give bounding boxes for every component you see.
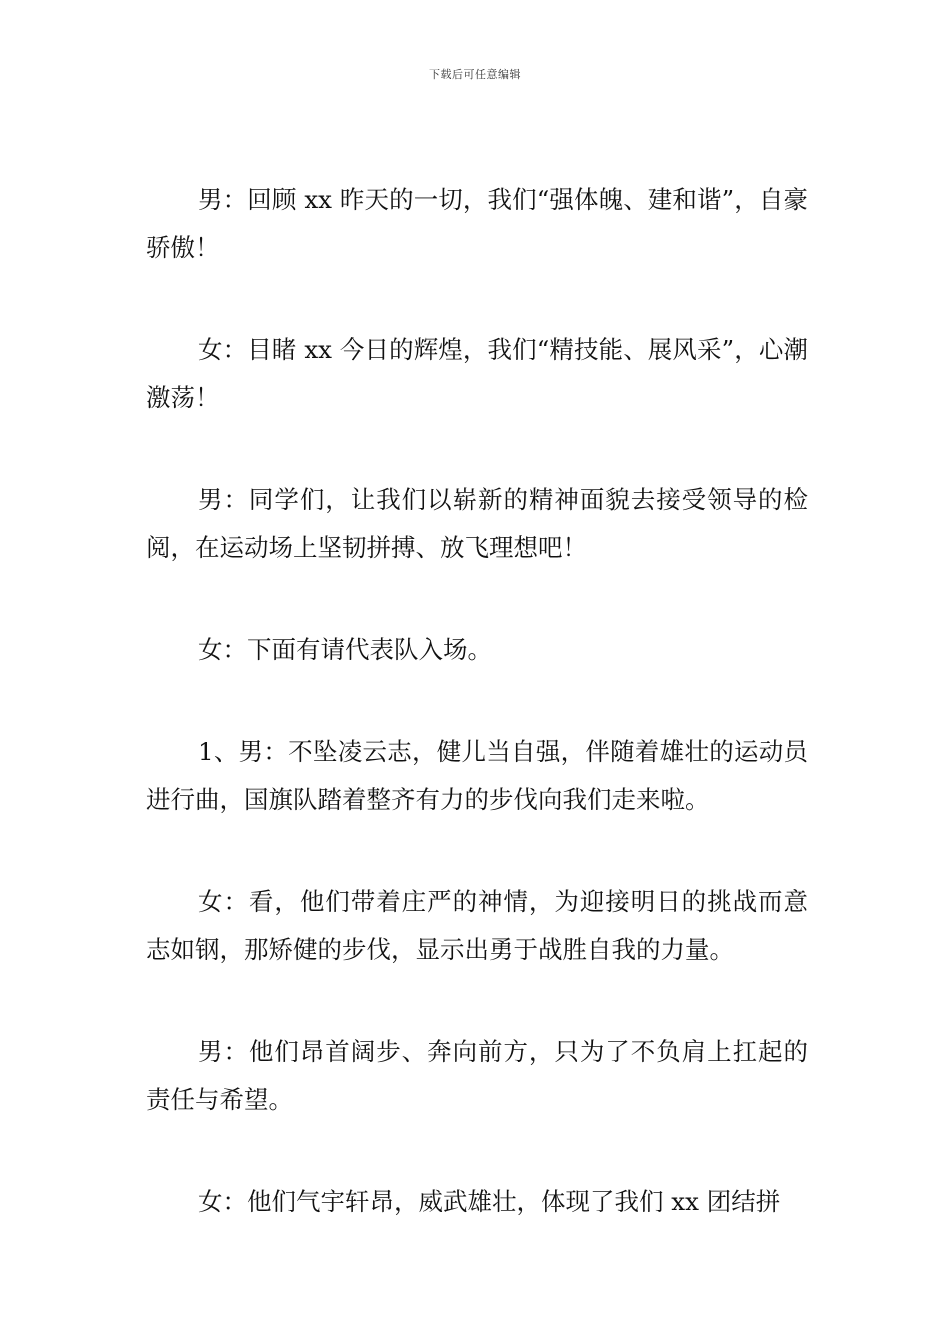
paragraph-6: 女：看，他们带着庄严的神情，为迎接明日的挑战而意志如钢，那矫健的步伐，显示出勇于战胜自我的力量。 [146,887,808,964]
paragraph-2: 女：目睹 xx 今日的辉煌，我们“精技能、展风采”，心潮激荡！ [146,335,808,412]
page-header: 下载后可任意编辑 [429,68,521,81]
paragraph-3: 男：同学们，让我们以崭新的精神面貌去接受领导的检阅，在运动场上坚韧拼搏、放飞理想吧！ [146,485,808,562]
paragraph-1: 男：回顾 xx 昨天的一切，我们“强体魄、建和谐”，自豪骄傲！ [146,185,808,262]
paragraph-8: 女：他们气宇轩昂，威武雄壮，体现了我们 xx 团结拼 [198,1187,781,1216]
paragraph-7: 男：他们昂首阔步、奔向前方，只为了不负肩上扛起的责任与希望。 [146,1037,808,1114]
paragraph-5: 1、男：不坠凌云志，健儿当自强，伴随着雄壮的运动员进行曲，国旗队踏着整齐有力的步伐向我们走来啦。 [146,737,808,814]
document-body [146,176,808,1280]
paragraph-4: 女：下面有请代表队入场。 [198,635,492,664]
